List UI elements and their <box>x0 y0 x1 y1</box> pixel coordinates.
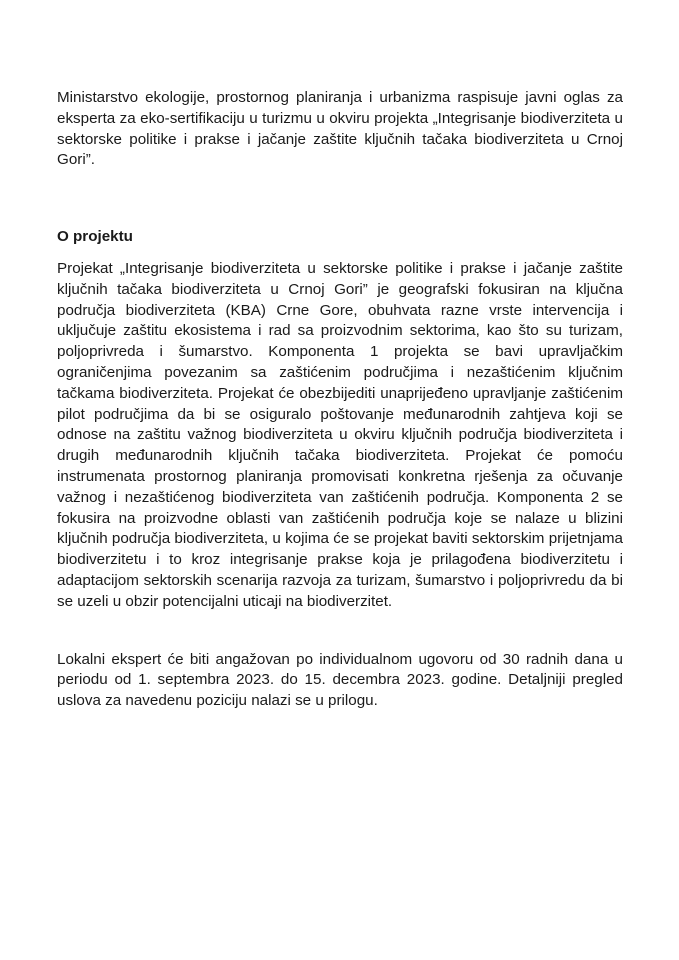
document-page <box>57 88 623 712</box>
intro-paragraph: Ministarstvo ekologije, prostornog planiranja i urbanizma raspisuje javni oglas za eksperta za eko-sertifikaciju u turizmu u okviru projekta „Integrisanje biodiverziteta u sektorske politike i prakse i jačanje zaštite ključnih tačaka biodiverziteta u Crnoj Gori”. <box>57 89 623 169</box>
section-heading: O projektu <box>57 228 133 246</box>
project-description-paragraph: Projekat „Integrisanje biodiverziteta u sektorske politike i prakse i jačanje zaštite ključnih tačaka biodiverziteta u Crnoj Gori” je geografski fokusiran na ključna područja biodiverziteta (KBA) Crne Gore, obuhvata razne vrste intervencija i uključuje zaštitu ekosistema i rad sa proizvodnim sektorima, kao što su turizam, poljoprivreda i šumarstvo. Komponenta 1 projekta se bavi upravljačkim ograničenjima povezanim sa zaštićenim područjima i nezaštićenim ključnim tačkama biodiverziteta. Projekat će obezbijediti unaprijeđeno upravljanje zaštićenim pilot područjima da bi se osiguralo poštovanje međunarodnih zahtjeva koji se odnose na zaštitu važnog biodiverziteta u okviru ključnih područja biodiverziteta i drugih međunarodnih ključnih tačaka biodiverziteta. Projekat će pomoću instrumenata prostornog planiranja promovisati konkretna rješenja za očuvanje važnog i nezaštićenog biodiverziteta van zaštićenih područja. Komponenta 2 se fokusira na proizvodne oblasti van zaštićenih područja koje se nalaze u blizini ključnih područja biodiverziteta, u kojima će se projekat baviti sektorskim prijetnjama biodiverzitetu i to kroz integrisanje prakse koja je prilagođena biodiverzitetu i adaptacijom sektorskih scenarija razvoja za turizam, šumarstvo i poljoprivredu da bi se uzeli u obzir potencijalni uticaji na biodiverzitet. <box>57 259 623 610</box>
engagement-paragraph: Lokalni ekspert će biti angažovan po individualnom ugovoru od 30 radnih dana u periodu od 1. septembra 2023. do 15. decembra 2023. godine. Detaljniji pregled uslova za navedenu poziciju nalazi se u prilogu. <box>57 650 623 710</box>
